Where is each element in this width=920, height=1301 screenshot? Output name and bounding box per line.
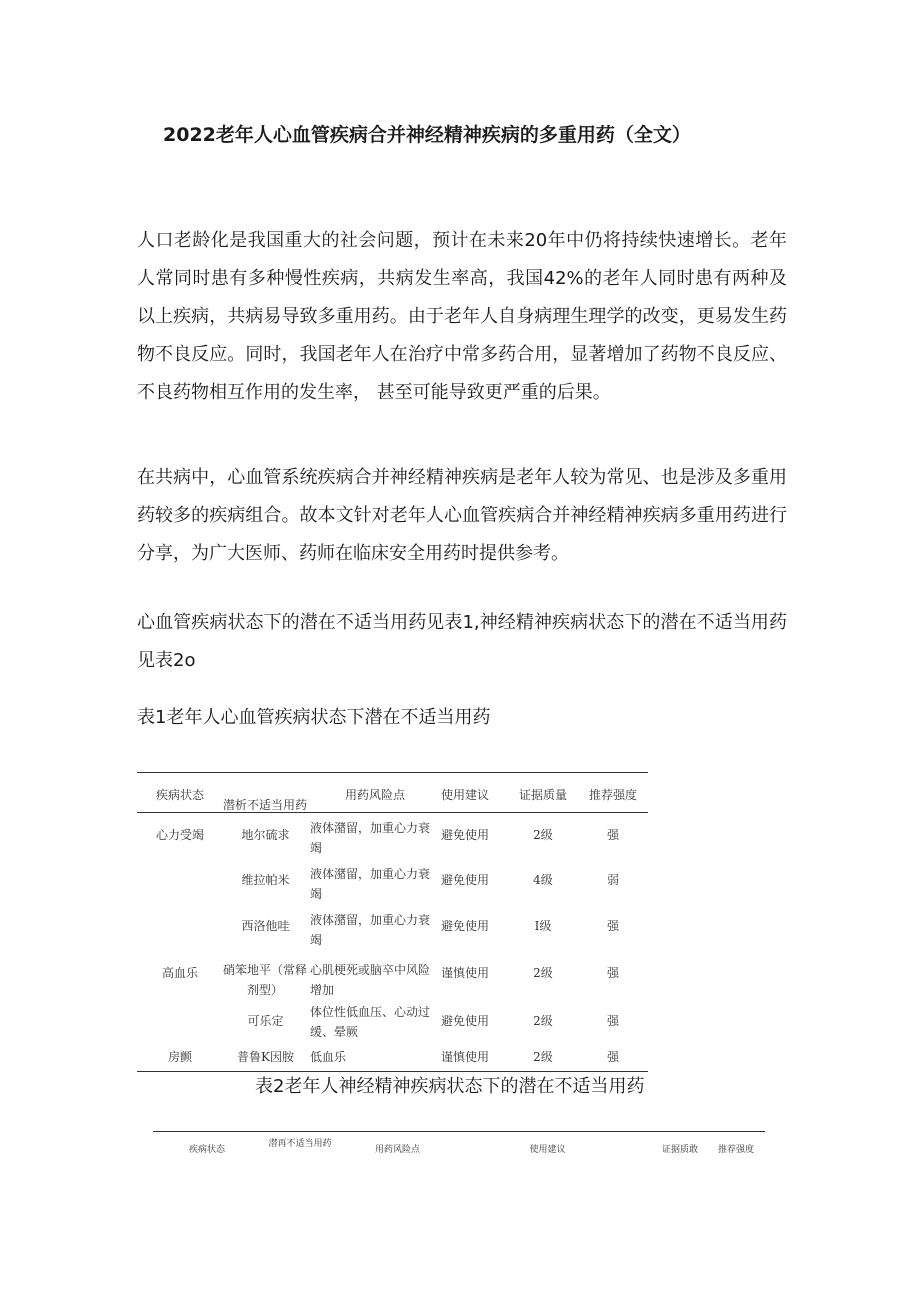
table1-cell: 地尔硫求 — [241, 828, 290, 842]
table1-cell: 4级 — [533, 873, 553, 887]
table1-cell: 避免使用 — [440, 873, 489, 887]
table1-cell: 液体潴留，加重心力衰竭 — [310, 821, 431, 855]
table1-cell: I级 — [534, 919, 552, 933]
table2-header-cell: 疾病状态 — [188, 1145, 225, 1155]
table1-cell: 强 — [606, 828, 619, 842]
table1-cell: 西洛他哇 — [241, 919, 290, 933]
table1-header-cell: 用药风险点 — [344, 788, 405, 802]
paragraph-intro: 人口老龄化是我国重大的社会问题，预计在未来20年中仍将持续快速增长。老年人常同时患有多种慢性疾病，共病发生率高，我国42%的老年人同时患有两种及以上疾病，共病易导致多重用药。由于老年人自身病理生理学的改变，更易发生药物不良反应。同时，我国老年人在治疗中常多药合用，显著增加了药物不良反应、不良药物相互作用的发生率， 甚至可能导致更严重的后果。 — [137, 230, 787, 403]
table1-header-cell: 使用建议 — [440, 788, 489, 802]
table1-cell: 液体潴留，加重心力衰竭 — [310, 867, 431, 901]
table1-cell: 2级 — [533, 828, 553, 842]
table1-header-cell: 证据质量 — [518, 788, 567, 802]
paragraph-table-reference: 心血管疾病状态下的潜在不适当用药见表1,神经精神疾病状态下的潜在不适当用药见表2o — [137, 612, 787, 671]
table2-header-cell: 证据质敢 — [661, 1145, 698, 1155]
table1-cell: 房颤 — [167, 1050, 192, 1064]
table2-header-cell: 推荐强度 — [717, 1145, 754, 1155]
table1-cell: 2级 — [533, 1050, 553, 1064]
table1-cell: 硝笨地平（常释剂型） — [222, 963, 307, 997]
table2-top-rule — [153, 1131, 765, 1132]
table1-cell: 弱 — [606, 873, 619, 887]
table1-header-cell: 疾病状态 — [155, 788, 204, 802]
paragraph-comorbidity: 在共病中，心血管系统疾病合并神经精神疾病是老年人较为常见、也是涉及多重用药较多的疾病组合。故本文针对老年人心血管疾病合并神经精神疾病多重用药进行分享，为广大医师、药师在临床安全用药时提供参考。 — [137, 467, 787, 564]
table1-cell: 强 — [606, 919, 619, 933]
table1-header-cell: 推荐强度 — [588, 788, 637, 802]
table2-header-cell: 潜再不适当用药 — [268, 1139, 332, 1149]
table2-header-cell: 用药风险点 — [374, 1145, 420, 1155]
table2-caption: 表2老年人神经精神疾病状态下的潜在不适当用药 — [255, 1076, 645, 1097]
table1-cell: 强 — [606, 1050, 619, 1064]
table1-cell: 避免使用 — [440, 1014, 489, 1028]
table1-cell: 避免使用 — [440, 828, 489, 842]
table1-cell: 心力受竭 — [155, 828, 204, 842]
table2-header-cell: 使用建议 — [529, 1145, 566, 1155]
table1-cell: 谨慎使用 — [440, 966, 489, 980]
table1-header-rule — [137, 812, 648, 813]
table1-cell: 普鲁K因胺 — [237, 1050, 294, 1064]
table1-cell: 强 — [606, 1014, 619, 1028]
table1-cell: 强 — [606, 966, 619, 980]
table1-header-cell: 潜析不适当用药 — [222, 798, 307, 812]
table1-cell: 避免使用 — [440, 919, 489, 933]
table1-top-rule — [137, 772, 648, 773]
table1-cell: 体位性低血压、心动过缓、晕厥 — [310, 1005, 431, 1039]
table1-cell: 液体潴留，加重心力衰竭 — [310, 913, 431, 947]
table1-cell: 2级 — [533, 1014, 553, 1028]
table1-cell: 维拉帕米 — [241, 873, 290, 887]
table1-cell: 低血乐 — [310, 1050, 347, 1064]
table1-cell: 谨慎使用 — [440, 1050, 489, 1064]
table1-caption: 表1老年人心血管疾病状态下潜在不适当用药 — [137, 707, 491, 728]
table1-cell: 2级 — [533, 966, 553, 980]
document-title: 2022老年人心血管疾病合并神经精神疾病的多重用药（全文） — [163, 124, 691, 146]
table1-cell: 高血乐 — [161, 966, 198, 980]
table1-cell: 心肌梗死或脑卒中风险增加 — [310, 963, 431, 997]
table1-cell: 可乐定 — [247, 1014, 284, 1028]
